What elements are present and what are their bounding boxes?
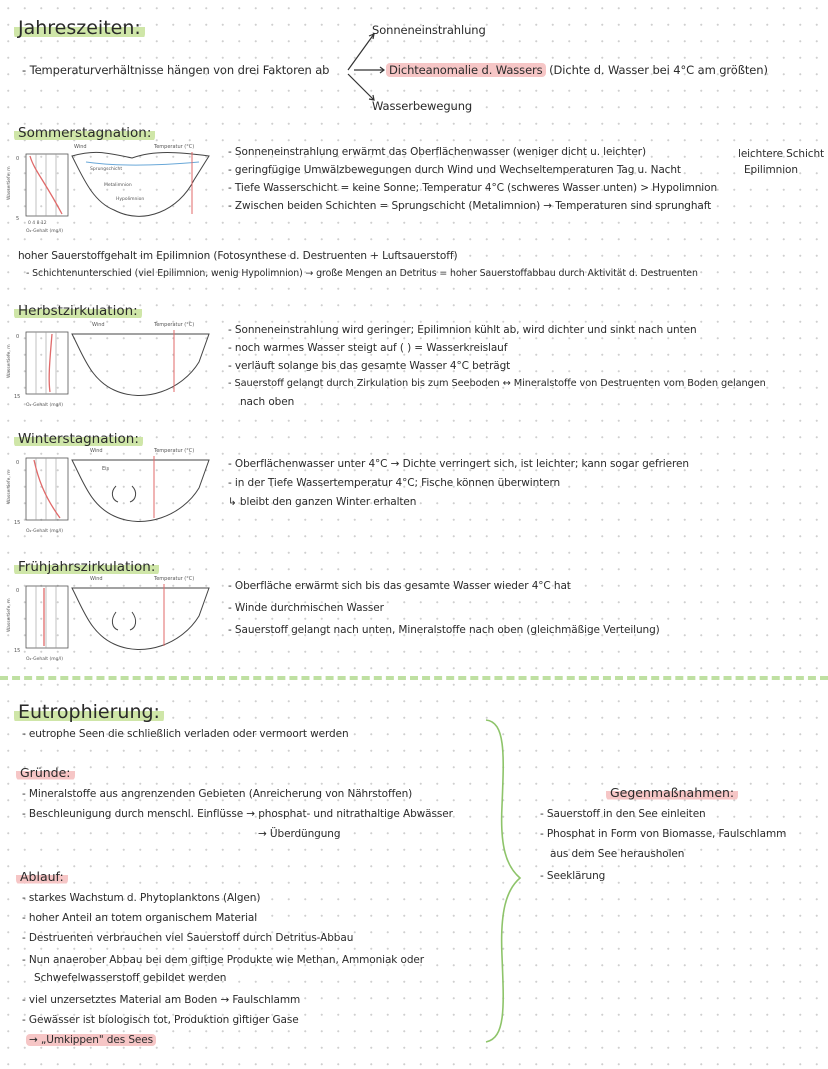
factor-dichteanomalie-label: Dichteanomalie d. Wassers [386, 63, 546, 77]
winter-line-1: - Oberflächenwasser unter 4°C → Dichte verringert sich, ist leichter; kann sogar gefrieren [228, 458, 689, 470]
gegen-3: aus dem See herausholen [550, 848, 685, 860]
herbst-line-4: - Sauerstoff gelangt durch Zirkulation bis zum Seeboden ↔ Mineralstoffe von Destruenten vom Boden gelangen [228, 378, 766, 389]
winter-depth-label: Wassertiefe, m [7, 470, 12, 504]
ablauf-2: - hoher Anteil an totem organischem Material [22, 912, 258, 924]
sommer-depth-label: Wassertiefe, m [7, 166, 12, 200]
herbst-diagram [4, 318, 224, 418]
sommer-diagram [4, 140, 224, 240]
sommer-sprung-label: Sprungschicht [90, 167, 123, 172]
winter-diagram [4, 444, 224, 544]
ablauf-6: - viel unzersetztes Material am Boden → Faulschlamm [22, 994, 301, 1006]
herbst-y0: 0 [16, 334, 20, 340]
winter-y15: 15 [14, 520, 21, 526]
sommer-line-3: - Tiefe Wasserschicht = keine Sonne; Temperatur 4°C (schweres Wasser unten) > Hypolimnion [228, 182, 717, 194]
sommer-o2-ticks: 0 4 8 12 [28, 221, 47, 226]
sommer-line-1: - Sonneneinstrahlung erwärmt das Oberflächenwasser (weniger dicht u. leichter) [228, 146, 646, 158]
fruehjahr-o2-label: O₂-Gehalt (mg/l) [26, 657, 63, 662]
herbst-wind-label: Wind [92, 322, 105, 328]
gruende-3: → Überdüngung [258, 828, 341, 840]
fruehjahr-y0: 0 [16, 588, 20, 594]
herbst-temp-label: Temperatur (°C) [154, 322, 195, 328]
factor-wasserbewegung: Wasserbewegung [372, 99, 473, 113]
sommer-temp-label: Temperatur (°C) [154, 144, 195, 150]
factors-intro: - Temperaturverhältnisse hängen von drei Faktoren ab [22, 63, 330, 77]
factor-dichteanomalie [386, 62, 768, 78]
sommer-extra-2: - Schichtenunterschied (viel Epilimnion, wenig Hypolimnion) → große Mengen an Detritus = hoher Sauerstoffabbau durch Aktivität d. Destruenten [26, 268, 698, 279]
herbst-depth-label: Wassertiefe, m [7, 344, 12, 378]
winter-title: Winterstagnation: [14, 430, 143, 448]
winter-temp-label: Temperatur (°C) [154, 448, 195, 454]
fruehjahr-line-2: - Winde durchmischen Wasser [228, 602, 384, 614]
sommer-y5: 5 [16, 216, 20, 222]
curly-brace-icon [480, 716, 530, 1046]
herbst-line-1: - Sonneneinstrahlung wird geringer; Epilimnion kühlt ab, wird dichter und sinkt nach unten [228, 324, 697, 336]
gegen-1: - Sauerstoff in den See einleiten [540, 808, 706, 820]
sommer-title: Sommerstagnation: [14, 124, 155, 142]
section-divider [0, 676, 828, 680]
herbst-line-5: nach oben [240, 396, 295, 408]
fruehjahr-line-3: - Sauerstoff gelangt nach unten, Mineralstoffe nach oben (gleichmäßige Verteilung) [228, 624, 660, 636]
winter-eis-label: Eis [102, 466, 110, 472]
ablauf-umkippen [26, 1032, 156, 1048]
eutro-title: Eutrophierung: [14, 700, 164, 724]
ablauf-3: - Destruenten verbrauchen viel Sauerstoff durch Detritus-Abbau [22, 932, 354, 944]
factor-dichteanomalie-note: (Dichte d. Wasser bei 4°C am größten) [549, 63, 768, 77]
sommer-line-4: - Zwischen beiden Schichten = Sprungschicht (Metalimnion) → Temperaturen sind sprunghaft [228, 200, 712, 212]
gruende-2: - Beschleunigung durch menschl. Einflüsse → phosphat- und nitrathaltige Abwässer [22, 808, 453, 820]
sommer-metal-label: Metalimnion [104, 183, 132, 188]
fruehjahr-title: Frühjahrszirkulation: [14, 558, 159, 576]
sommer-extra-1: hoher Sauerstoffgehalt im Epilimnion (Fotosynthese d. Destruenten + Luftsauerstoff) [18, 250, 458, 262]
winter-line-2: - in der Tiefe Wassertemperatur 4°C; Fische können überwintern [228, 477, 561, 489]
umkippen-label: → „Umkippen" des Sees [26, 1034, 156, 1046]
ablauf-4: - Nun anaerober Abbau bei dem giftige Produkte wie Methan, Ammoniak oder [22, 954, 424, 966]
winter-line-3: ↳ bleibt den ganzen Winter erhalten [228, 496, 417, 508]
sommer-hypo-label: Hypolimnion [116, 197, 145, 202]
fruehjahr-y15: 15 [14, 648, 21, 654]
winter-wind-label: Wind [90, 448, 103, 454]
herbst-line-2: - noch warmes Wasser steigt auf ( ) = Wasserkreislauf [228, 342, 508, 354]
gegen-2: - Phosphat in Form von Biomasse, Faulschlamm [540, 828, 787, 840]
winter-y0: 0 [16, 460, 20, 466]
gruende-title: Gründe: [16, 764, 75, 781]
sommer-side-1: leichtere Schicht [738, 148, 825, 160]
fruehjahr-diagram [4, 572, 224, 672]
fruehjahr-temp-label: Temperatur (°C) [154, 576, 195, 582]
ablauf-7: - Gewässer ist biologisch tot, Produktion giftiger Gase [22, 1014, 299, 1026]
herbst-y15: 15 [14, 394, 21, 400]
factor-sonneneinstrahlung: Sonneneinstrahlung [372, 23, 486, 37]
herbst-line-3: - verläuft solange bis das gesamte Wasser 4°C beträgt [228, 360, 511, 372]
herbst-title: Herbstzirkulation: [14, 302, 142, 320]
sommer-o2-label: O₂-Gehalt (mg/l) [26, 229, 63, 234]
page-title: Jahreszeiten: [14, 16, 145, 40]
sommer-line-2: - geringfügige Umwälzbewegungen durch Wind und Wechseltemperaturen Tag u. Nacht [228, 164, 681, 176]
sommer-wind-label: Wind [74, 144, 87, 150]
gruende-1: - Mineralstoffe aus angrenzenden Gebieten (Anreicherung von Nährstoffen) [22, 788, 413, 800]
fruehjahr-depth-label: Wassertiefe, m [7, 598, 12, 632]
eutro-intro: - eutrophe Seen die schließlich verladen oder vermoort werden [22, 728, 349, 740]
fruehjahr-wind-label: Wind [90, 576, 103, 582]
ablauf-5: Schwefelwasserstoff gebildet werden [34, 972, 227, 984]
fruehjahr-line-1: - Oberfläche erwärmt sich bis das gesamte Wasser wieder 4°C hat [228, 580, 571, 592]
ablauf-title: Ablauf: [16, 868, 68, 885]
gegen-4: - Seeklärung [540, 870, 606, 882]
winter-o2-label: O₂-Gehalt (mg/l) [26, 529, 63, 534]
ablauf-1: - starkes Wachstum d. Phytoplanktons (Algen) [22, 892, 261, 904]
gegen-title: Gegenmaßnahmen: [606, 784, 738, 801]
sommer-y0: 0 [16, 156, 20, 162]
sommer-side-2: Epilimnion [744, 164, 798, 176]
herbst-o2-label: O₂-Gehalt (mg/l) [26, 403, 63, 408]
